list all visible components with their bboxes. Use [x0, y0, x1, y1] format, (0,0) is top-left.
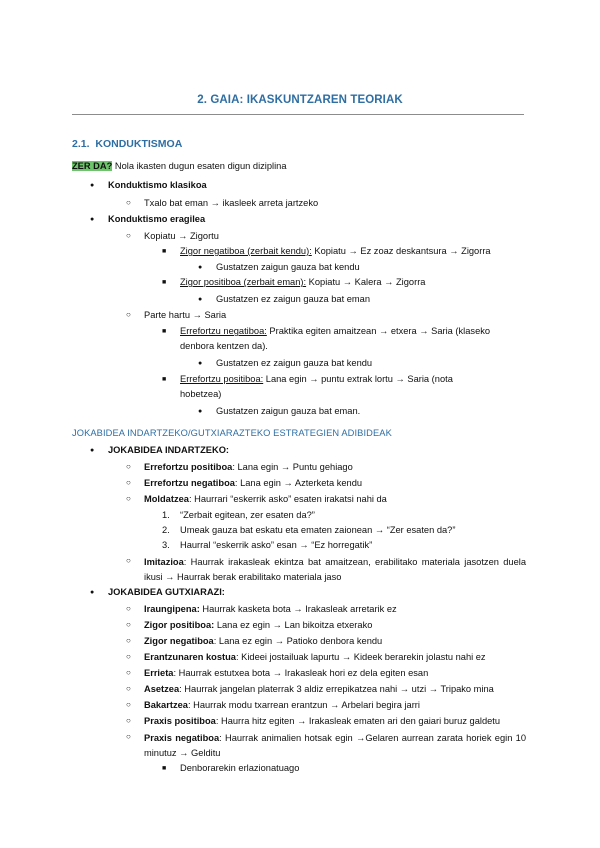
bullet-icon — [90, 586, 94, 599]
item-label: Errieta — [144, 668, 174, 678]
circle-bullet-icon — [126, 619, 131, 631]
definition — [72, 160, 287, 172]
bullet-icon — [198, 293, 202, 306]
numbered-text: “Zerbait egitean, zer esaten da?” — [180, 510, 315, 520]
square-bullet-icon — [162, 325, 166, 338]
indartzeko-item — [144, 477, 362, 489]
bullet-icon — [90, 213, 94, 226]
item-text: : Lana egin → Azterketa kendu — [234, 478, 363, 488]
imitazioa-item — [144, 555, 526, 585]
bullet-icon — [198, 357, 202, 370]
circle-bullet-icon — [126, 555, 131, 567]
section-number: 2.1. — [72, 138, 90, 150]
bullet-icon — [198, 261, 202, 274]
indartzeko-item — [144, 493, 387, 505]
bullet-icon — [90, 444, 94, 457]
circle-bullet-icon — [126, 493, 131, 505]
errefortzu-positiboa-cont: hobetzea) — [180, 389, 222, 399]
item-label: Moldatzea — [144, 494, 189, 504]
numbered-number: 1. — [162, 510, 170, 520]
circle-bullet-icon — [126, 715, 131, 727]
gutxiarazi-label: JOKABIDEA GUTXIARAZI: — [108, 587, 225, 597]
errefortzu-positiboa-label: Errefortzu positiboa: — [180, 374, 264, 384]
gutxiarazi-item — [144, 603, 397, 615]
circle-bullet-icon — [126, 197, 131, 209]
bullet-icon — [198, 405, 202, 418]
errefortzu-positiboa-sub: Gustatzen zaigun gauza bat eman. — [216, 406, 361, 416]
item-label: Asetzea — [144, 684, 180, 694]
item-text: : Haurrari “eskerrik asko” esaten irakatsi nahi da — [188, 494, 387, 504]
circle-bullet-icon — [126, 230, 131, 242]
imitazioa-label: Imitazioa — [144, 557, 184, 567]
circle-bullet-icon — [126, 651, 131, 663]
zigor-positiboa-sub: Gustatzen ez zaigun gauza bat eman — [216, 294, 371, 304]
item-label: Zigor positiboa: — [144, 620, 215, 630]
praxis-negatiboa-sub: Denborarekin erlazionatuago — [180, 763, 300, 773]
zigor-positiboa-label: Zigor positiboa (zerbait eman): — [180, 277, 307, 287]
gutxiarazi-item — [144, 651, 486, 663]
item-text: : Lana egin → Puntu gehiago — [232, 462, 353, 472]
item-text: : Kideei jostailuak lapurtu → Kideek berarekin jolastu nahi ez — [235, 652, 486, 662]
praxis-negatiboa-text: : Haurrak animalien hotsak egin →Gelaren aurrean zarata horiek egin 10 minutuz → Gelditu — [144, 733, 527, 758]
errefortzu-negatiboa-sub: Gustatzen ez zaigun gauza bat kendu — [216, 358, 373, 368]
item-text: : Haurra hitz egiten → Irakasleak ematen ari den gaiari buruz galdetu — [215, 716, 501, 726]
parte-item: Parte hartu → Saria — [144, 310, 227, 320]
errefortzu-positiboa — [180, 373, 453, 385]
item-text: : Haurrak modu txarrean erantzun → Arbelari begira jarri — [187, 700, 420, 710]
circle-bullet-icon — [126, 731, 131, 743]
definition-label: ZER DA? — [72, 161, 113, 171]
item-label: Praxis positiboa — [144, 716, 216, 726]
zigor-negatiboa-text: Kopiatu → Ez zoaz deskantsura → Zigorra — [311, 246, 491, 256]
circle-bullet-icon — [126, 699, 131, 711]
circle-bullet-icon — [126, 667, 131, 679]
gutxiarazi-item — [144, 635, 382, 647]
gutxiarazi-item — [144, 667, 428, 679]
praxis-negatiboa — [144, 731, 526, 761]
klasikoa-label: Konduktismo klasikoa — [108, 180, 207, 190]
gutxiarazi-item — [144, 619, 372, 631]
item-label: Errefortzu negatiboa — [144, 478, 235, 488]
section-heading — [72, 138, 182, 150]
errefortzu-negatiboa — [180, 325, 490, 337]
numbered-number: 3. — [162, 540, 170, 550]
page-title: 2. GAIA: IKASKUNTZAREN TEORIAK — [197, 94, 403, 106]
errefortzu-negatiboa-label: Errefortzu negatiboa: — [180, 326, 267, 336]
errefortzu-negatiboa-text: Praktika egiten amaitzean → etxera → Saria (klaseko — [266, 326, 491, 336]
item-text: : Haurrak estutxea bota → Irakasleak hori ez dela egiten esan — [173, 668, 429, 678]
circle-bullet-icon — [126, 461, 131, 473]
strategies-heading: JOKABIDEA INDARTZEKO/GUTXIARAZTEKO ESTRATEGIEN ADIBIDEAK — [72, 428, 392, 438]
item-label: Bakartzea — [144, 700, 188, 710]
item-label: Errefortzu positiboa — [144, 462, 233, 472]
kopiatu-item: Kopiatu → Zigortu — [144, 231, 219, 241]
numbered-number: 2. — [162, 525, 170, 535]
praxis-negatiboa-label: Praxis negatiboa — [144, 733, 220, 743]
item-text: Lana ez egin → Lan bikoitza etxerako — [214, 620, 373, 630]
square-bullet-icon — [162, 373, 166, 386]
item-text: : Haurrak jangelan platerrak 3 aldiz errepikatzea nahi → utzi → Tripako mina — [179, 684, 494, 694]
circle-bullet-icon — [126, 635, 131, 647]
eragilea-label: Konduktismo eragilea — [108, 214, 206, 224]
item-label: Erantzunaren kostua — [144, 652, 236, 662]
circle-bullet-icon — [126, 683, 131, 695]
indartzeko-label: JOKABIDEA INDARTZEKO: — [108, 445, 230, 455]
item-label: Iraungipena: — [144, 604, 200, 614]
square-bullet-icon — [162, 245, 166, 258]
imitazioa-text: : Haurrak irakasleak ekintza bat amaitzean, erabilitako materiala jasotzen duela ikusi → Haurrak berak erabilitako materiala jaso — [144, 557, 526, 582]
square-bullet-icon — [162, 276, 166, 289]
circle-bullet-icon — [126, 477, 131, 489]
item-label: Zigor negatiboa — [144, 636, 214, 646]
title-rule — [72, 114, 524, 115]
definition-text: Nola ikasten dugun esaten digun diziplina — [114, 161, 287, 171]
zigor-negatiboa-label: Zigor negatiboa (zerbait kendu): — [180, 246, 312, 256]
gutxiarazi-item — [144, 715, 500, 727]
errefortzu-positiboa-text: Lana egin → puntu extrak lortu → Saria (nota — [263, 374, 453, 384]
circle-bullet-icon — [126, 603, 131, 615]
bullet-icon — [90, 179, 94, 192]
klasikoa-item: Txalo bat eman → ikasleek arreta jartzeko — [144, 198, 319, 208]
errefortzu-negatiboa-cont: denbora kentzen da). — [180, 341, 268, 351]
item-text: Haurrak kasketa bota → Irakasleak arretarik ez — [199, 604, 397, 614]
indartzeko-item — [144, 461, 353, 473]
zigor-negatiboa — [180, 245, 491, 257]
item-text: : Lana ez egin → Patioko denbora kendu — [213, 636, 383, 646]
section-title: KONDUKTISMOA — [95, 138, 183, 150]
square-bullet-icon — [162, 762, 166, 775]
numbered-text: Umeak gauza bat eskatu eta ematen zaionean → “Zer esaten da?” — [180, 525, 456, 535]
numbered-text: Haurral “eskerrik asko” esan → “Ez horregatik” — [180, 540, 373, 550]
zigor-positiboa-text: Kopiatu → Kalera → Zigorra — [306, 277, 426, 287]
circle-bullet-icon — [126, 309, 131, 321]
zigor-positiboa — [180, 276, 425, 288]
gutxiarazi-item — [144, 683, 494, 695]
zigor-negatiboa-sub: Gustatzen zaigun gauza bat kendu — [216, 262, 360, 272]
gutxiarazi-item — [144, 699, 420, 711]
